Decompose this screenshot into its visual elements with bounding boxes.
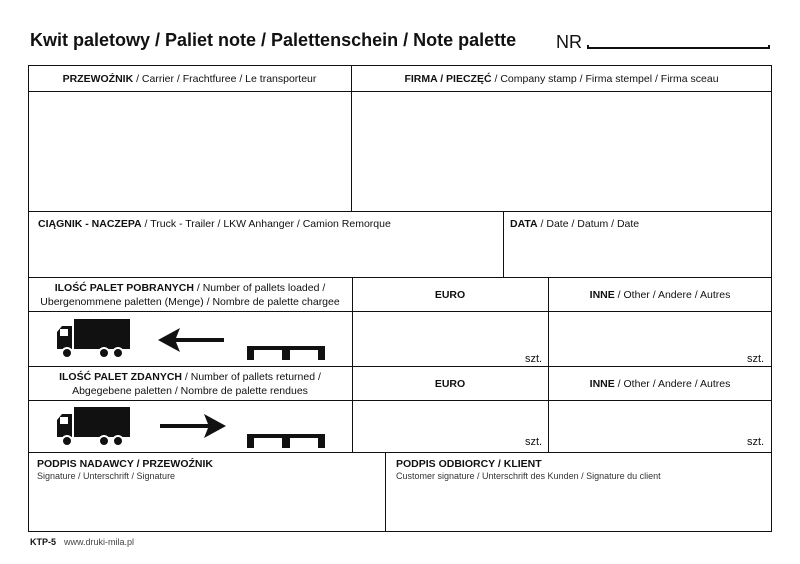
company-stamp-label: FIRMA / PIECZĘĆ / Company stamp / Firma stempel / Firma sceau xyxy=(404,73,719,85)
carrier-field[interactable] xyxy=(29,92,350,210)
divider xyxy=(28,366,772,367)
receiver-signature-title: PODPIS ODBIORCY / KLIENT xyxy=(396,458,542,470)
other-returned-field[interactable] xyxy=(549,401,771,451)
euro-loaded-header: EURO xyxy=(434,289,466,301)
unit-label: szt. xyxy=(525,436,543,448)
sender-signature-title: PODPIS NADAWCY / PRZEWOŹNIK xyxy=(37,458,213,470)
sender-signature-subtitle: Signature / Unterschrift / Signature xyxy=(37,471,176,481)
form-title: Kwit paletowy / Paliet note / Palettenschein / Note palette xyxy=(30,30,517,50)
euro-returned-header: EURO xyxy=(434,378,466,390)
date-label: DATA / Date / Datum / Date xyxy=(510,218,640,230)
other-loaded-field[interactable] xyxy=(549,312,771,365)
pallet-icon xyxy=(247,434,325,448)
date-field[interactable] xyxy=(504,232,771,276)
receiver-signature-field[interactable] xyxy=(386,484,771,531)
unit-label: szt. xyxy=(525,353,543,365)
truck-icon xyxy=(54,406,132,448)
other-returned-header: INNE / Other / Andere / Autres xyxy=(589,378,731,390)
divider xyxy=(28,277,772,278)
divider xyxy=(28,211,772,212)
arrow-left-icon xyxy=(158,327,226,353)
sender-signature-field[interactable] xyxy=(29,484,384,531)
publisher-website: www.druki-mila.pl xyxy=(64,537,135,547)
company-stamp-field[interactable] xyxy=(352,92,771,210)
receiver-signature-subtitle: Customer signature / Unterschrift des Kunden / Signature du client xyxy=(396,471,661,481)
form-code: KTP-5 xyxy=(30,537,57,547)
arrow-right-icon xyxy=(158,413,226,439)
truck-icon xyxy=(54,318,132,360)
pallets-returned-label: ILOŚĆ PALET ZDANYCH / Number of pallets returned / Abgegebene paletten / Nombre de palette rendues xyxy=(59,371,321,397)
pallet-icon xyxy=(247,346,325,360)
truck-trailer-field[interactable] xyxy=(29,232,502,276)
unit-label: szt. xyxy=(747,353,765,365)
pallets-loaded-label: ILOŚĆ PALET POBRANYCH / Number of pallets loaded / Ubergenommene paletten (Menge) / Nombre de palette chargee xyxy=(40,282,340,308)
euro-returned-field[interactable] xyxy=(353,401,547,451)
carrier-label: PRZEWOŹNIK / Carrier / Frachtfuree / Le transporteur xyxy=(62,73,317,85)
truck-trailer-label: CIĄGNIK - NACZEPA / Truck - Trailer / LKW Anhanger / Camion Remorque xyxy=(38,218,391,230)
number-label: NR xyxy=(556,32,582,52)
other-loaded-header: INNE / Other / Andere / Autres xyxy=(589,289,731,301)
number-field[interactable] xyxy=(587,45,770,49)
euro-loaded-field[interactable] xyxy=(353,312,547,365)
unit-label: szt. xyxy=(747,436,765,448)
divider xyxy=(28,452,772,453)
